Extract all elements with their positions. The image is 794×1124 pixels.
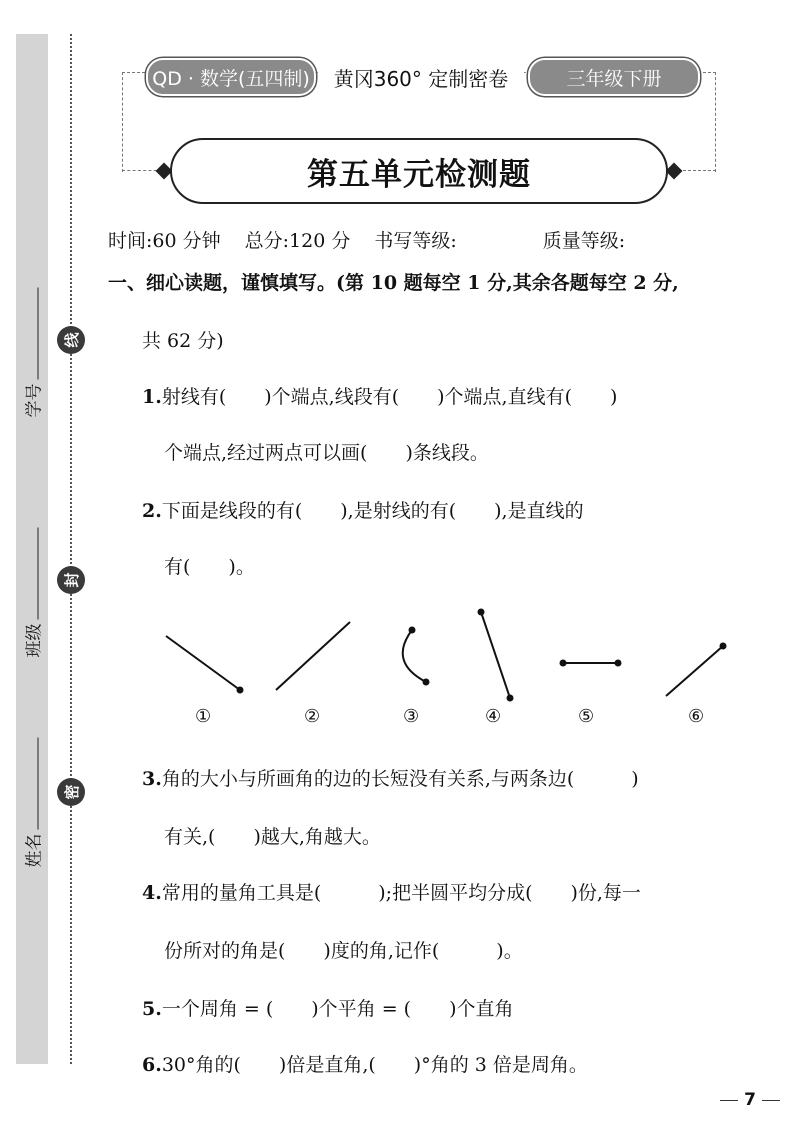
question-text: 常用的量角工具是( );把半圆平均分成( )份,每一 bbox=[161, 882, 641, 904]
page-number bbox=[720, 1090, 780, 1110]
brand-text: 黄冈360° 定制密卷 bbox=[318, 60, 524, 94]
section-heading-cont: 共 62 分) bbox=[142, 330, 224, 352]
page-number-value: 7 bbox=[744, 1090, 756, 1110]
figure-label-5: ⑤ bbox=[578, 706, 595, 727]
figure-3-endpoint-b bbox=[423, 679, 430, 686]
question-number: 4. bbox=[142, 882, 162, 904]
question-text: 角的大小与所画角的边的长短没有关系,与两条边( ) bbox=[161, 768, 639, 790]
quality-grade: 质量等级: bbox=[542, 230, 626, 252]
figure-3-curve bbox=[403, 630, 426, 682]
seal-mark-secret: 密 bbox=[57, 778, 85, 806]
question-3 bbox=[142, 764, 639, 791]
figure-label-6: ⑥ bbox=[688, 706, 705, 727]
question-4 bbox=[142, 878, 641, 905]
question-3-cont: 有关,( )越大,角越大。 bbox=[164, 826, 381, 848]
grade-pill: 三年级下册 bbox=[528, 58, 700, 96]
question-text: 一个周角 = ( )个平角 = ( )个直角 bbox=[161, 998, 514, 1020]
question-number: 1. bbox=[142, 386, 162, 408]
figure-4-segment bbox=[481, 612, 510, 698]
seal-mark-line: 线 bbox=[57, 326, 85, 354]
figure-6-ray bbox=[666, 646, 723, 696]
figure-2-line bbox=[276, 622, 350, 690]
question-number: 6. bbox=[142, 1054, 162, 1076]
figure-1-ray bbox=[166, 636, 240, 690]
question-4-cont: 份所对的角是( )度的角,记作( )。 bbox=[164, 940, 523, 962]
page-title: 第五单元检测题 bbox=[307, 156, 531, 193]
question-5 bbox=[142, 994, 514, 1021]
page-dash-left bbox=[720, 1100, 738, 1101]
figure-6-endpoint bbox=[720, 643, 727, 650]
question-number: 2. bbox=[142, 500, 162, 522]
subject-pill: QD · 数学(五四制) bbox=[146, 58, 316, 96]
question-text: 射线有( )个端点,线段有( )个端点,直线有( ) bbox=[161, 386, 618, 408]
figure-1-endpoint bbox=[237, 687, 244, 694]
question-number: 3. bbox=[142, 768, 162, 790]
figure-4-endpoint-a bbox=[478, 609, 485, 616]
seal-mark-seal: 封 bbox=[57, 566, 85, 594]
figure-5-endpoint-b bbox=[615, 660, 622, 667]
question-text: 30°角的( )倍是直角,( )°角的 3 倍是周角。 bbox=[161, 1054, 588, 1076]
figure-label-4: ④ bbox=[485, 706, 502, 727]
question-2-cont: 有( )。 bbox=[164, 556, 255, 578]
question-1-cont: 个端点,经过两点可以画( )条线段。 bbox=[164, 442, 489, 464]
total-info: 总分:120 分 bbox=[244, 230, 351, 252]
figure-3-endpoint-a bbox=[409, 627, 416, 634]
student-id-label: 学号 bbox=[24, 383, 45, 418]
time-info: 时间:60 分钟 bbox=[108, 230, 221, 252]
figure-5-endpoint-a bbox=[560, 660, 567, 667]
figure-label-2: ② bbox=[304, 706, 321, 727]
question-6 bbox=[142, 1050, 588, 1077]
page-dash-right bbox=[762, 1100, 780, 1101]
name-label: 姓名 bbox=[24, 833, 45, 868]
question-number: 5. bbox=[142, 998, 162, 1020]
question-text: 下面是线段的有( ),是射线的有( ),是直线的 bbox=[161, 500, 584, 522]
figure-label-3: ③ bbox=[403, 706, 420, 727]
section-heading: 一、细心读题，谨慎填写。(第 10 题每空 1 分,其余各题每空 2 分, bbox=[108, 272, 679, 294]
writing-grade: 书写等级: bbox=[374, 230, 457, 252]
figure-label-1: ① bbox=[195, 706, 212, 727]
figure-4-endpoint-b bbox=[507, 695, 514, 702]
class-label: 班级 bbox=[24, 623, 45, 658]
